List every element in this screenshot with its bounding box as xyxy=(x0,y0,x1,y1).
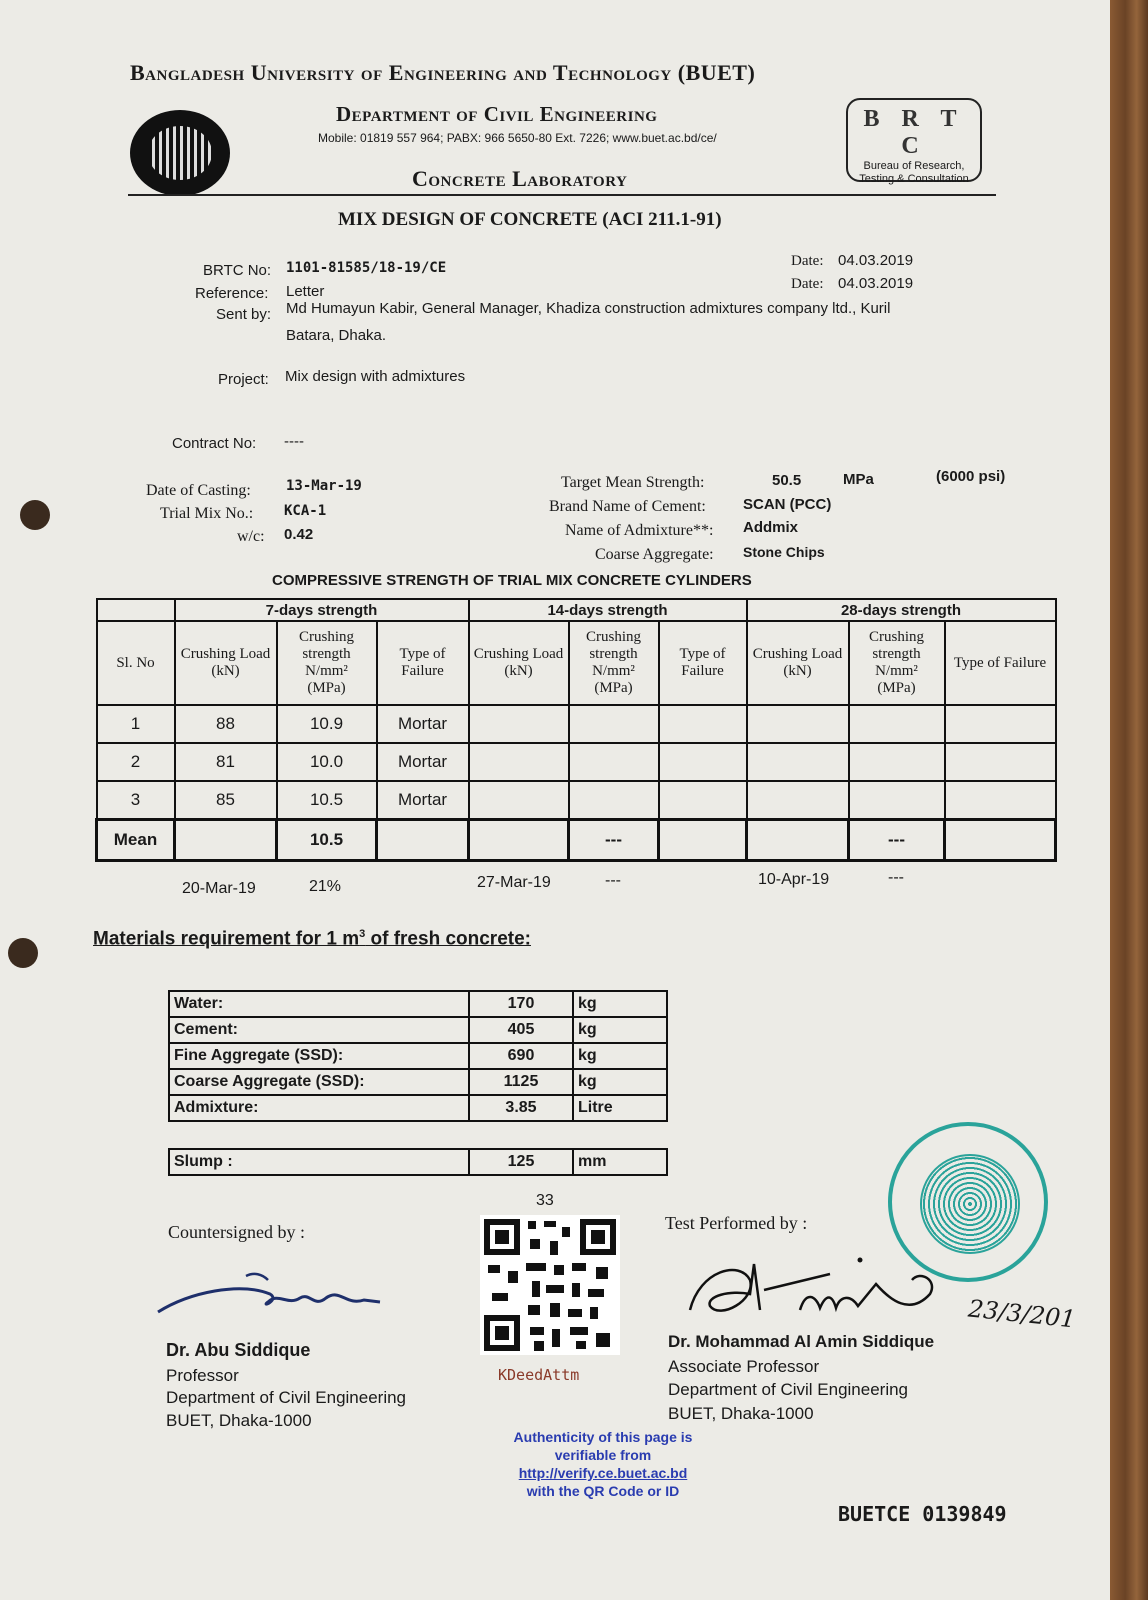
test-pct-7: 21% xyxy=(309,878,342,895)
wc-label: w/c: xyxy=(237,528,265,545)
mean-row xyxy=(97,820,1056,861)
coarse-value: Stone Chips xyxy=(743,544,825,560)
test-date-14: 27-Mar-19 xyxy=(477,874,551,891)
blank-cell xyxy=(97,599,175,621)
left-signer-title: Professor xyxy=(166,1366,239,1385)
table-row xyxy=(97,705,1056,743)
strength-cell: 10.9 xyxy=(277,705,377,743)
failure-cell: Mortar xyxy=(377,705,469,743)
right-signer-name: Dr. Mohammad Al Amin Siddique xyxy=(668,1332,935,1351)
brtc-no-value: 1101-81585/18-19/CE xyxy=(286,260,447,276)
load-cell: 85 xyxy=(175,781,277,820)
material-qty: 1125 xyxy=(469,1069,573,1095)
group-14-days: 14-days strength xyxy=(469,599,747,621)
test-pct-28: --- xyxy=(888,869,904,886)
contract-value: ---- xyxy=(284,433,304,450)
material-name: Coarse Aggregate (SSD): xyxy=(169,1069,469,1095)
load-header: Crushing Load (kN) xyxy=(175,621,277,705)
left-signer-addr: BUET, Dhaka-1000 xyxy=(166,1411,312,1430)
target-unit: MPa xyxy=(843,471,874,488)
table-row xyxy=(169,1095,667,1121)
right-signer-dept: Department of Civil Engineering xyxy=(668,1380,909,1399)
failure-cell: Mortar xyxy=(377,743,469,781)
slump-label: Slump : xyxy=(169,1149,469,1175)
mean-7-days: 10.5 xyxy=(277,820,377,861)
material-name: Fine Aggregate (SSD): xyxy=(169,1043,469,1069)
university-name: Bangladesh University of Engineering and Technology (BUET) xyxy=(130,60,756,85)
load-header: Crushing Load (kN) xyxy=(747,621,849,705)
load-header: Crushing Load (kN) xyxy=(469,621,569,705)
contact-line: Mobile: 01819 557 964; PABX: 966 5650-80 Ext. 7226; www.buet.ac.bd/ce/ xyxy=(318,131,717,145)
material-unit: kg xyxy=(573,1017,667,1043)
target-psi: (6000 psi) xyxy=(936,468,1006,485)
cement-label: Brand Name of Cement: xyxy=(549,498,706,515)
mean-label: Mean xyxy=(97,820,175,861)
slump-value: 125 xyxy=(469,1149,573,1175)
right-signer-title: Associate Professor xyxy=(668,1357,820,1376)
table-row xyxy=(169,991,667,1017)
casting-value: 13-Mar-19 xyxy=(286,478,362,494)
materials-title: Materials requirement for 1 $m^3$ of fresh concrete: xyxy=(93,928,531,950)
sent-by-label: Sent by: xyxy=(216,306,272,323)
test-date-28: 10-Apr-19 xyxy=(758,871,830,888)
performed-label: Test Performed by : xyxy=(665,1213,808,1233)
material-qty: 690 xyxy=(469,1043,573,1069)
verify-link[interactable]: http://verify.ce.buet.ac.bd xyxy=(518,1465,688,1481)
sl-no-header: Sl. No xyxy=(97,621,175,705)
material-name: Cement: xyxy=(169,1017,469,1043)
sent-by-line1: Md Humayun Kabir, General Manager, Khadiza construction admixtures company ltd., Kuril xyxy=(286,300,891,317)
brtc-name: Bureau of Research, Testing & Consultation xyxy=(859,160,969,185)
project-value: Mix design with admixtures xyxy=(285,368,466,385)
failure-header: Type of Failure xyxy=(945,621,1056,705)
material-name: Water: xyxy=(169,991,469,1017)
qr-code-icon xyxy=(480,1215,620,1355)
test-pct-14: --- xyxy=(605,872,621,889)
material-qty: 170 xyxy=(469,991,573,1017)
trial-label: Trial Mix No.: xyxy=(160,505,254,522)
failure-header: Type of Failure xyxy=(659,621,747,705)
contract-label: Contract No: xyxy=(172,435,257,452)
table-row xyxy=(169,1017,667,1043)
test-date-7: 20-Mar-19 xyxy=(182,880,256,897)
table-row xyxy=(169,1043,667,1069)
material-qty: 405 xyxy=(469,1017,573,1043)
left-signer-dept: Department of Civil Engineering xyxy=(166,1388,407,1407)
countersigned-label: Countersigned by : xyxy=(168,1222,305,1242)
coarse-label: Coarse Aggregate: xyxy=(595,546,714,563)
table-row xyxy=(97,743,1056,781)
group-7-days: 7-days strength xyxy=(175,599,469,621)
brtc-logo-text: B R T C xyxy=(863,106,965,159)
slump-unit: mm xyxy=(573,1149,667,1175)
sl-no-cell: 3 xyxy=(97,781,175,820)
failure-header: Type of Failure xyxy=(377,621,469,705)
reference-value: Letter xyxy=(286,283,325,300)
handwritten-date: 23/3/201 xyxy=(966,1294,1077,1334)
sent-by-line2: Batara, Dhaka. xyxy=(286,327,387,344)
load-cell: 88 xyxy=(175,705,277,743)
material-unit: kg xyxy=(573,991,667,1017)
material-name: Admixture: xyxy=(169,1095,469,1121)
brtc-no-label: BRTC No: xyxy=(203,262,272,279)
date-value: 04.03.2019 xyxy=(838,252,914,269)
right-signature xyxy=(680,1250,950,1330)
date-label: Date: xyxy=(791,253,824,269)
material-unit: Litre xyxy=(573,1095,667,1121)
admix-value: Addmix xyxy=(743,519,799,536)
department-name: Department of Civil Engineering xyxy=(336,102,658,126)
trial-value: KCA-1 xyxy=(284,503,327,519)
slump-table xyxy=(168,1148,668,1176)
verification-notice: Authenticity of this page is verifiable from http://verify.ce.buet.ac.bd with the QR Code or ID xyxy=(498,1428,708,1500)
brtc-logo xyxy=(846,98,982,185)
date-value: 04.03.2019 xyxy=(838,275,914,292)
strength-header: Crushing strength N/mm² (MPa) xyxy=(849,621,945,705)
target-label: Target Mean Strength: xyxy=(561,474,705,491)
table-row xyxy=(97,781,1056,820)
punch-hole xyxy=(20,500,50,530)
qr-code[interactable] xyxy=(480,1215,620,1355)
admix-label: Name of Admixture**: xyxy=(565,522,714,539)
compressive-strength-table xyxy=(95,598,1057,862)
strength-cell: 10.5 xyxy=(277,781,377,820)
project-label: Project: xyxy=(218,371,269,388)
serial-number: BUETCE 0139849 xyxy=(838,1502,1007,1526)
strength-header: Crushing strength N/mm² (MPa) xyxy=(277,621,377,705)
table-caption: COMPRESSIVE STRENGTH OF TRIAL MIX CONCRETE CYLINDERS xyxy=(272,572,752,589)
table-row xyxy=(169,1069,667,1095)
qr-id-text: KDeedAttm xyxy=(498,1366,580,1384)
wc-value: 0.42 xyxy=(284,526,314,543)
material-unit: kg xyxy=(573,1069,667,1095)
mean-28-days: --- xyxy=(849,820,945,861)
right-signer-addr: BUET, Dhaka-1000 xyxy=(668,1404,814,1423)
material-qty: 3.85 xyxy=(469,1095,573,1121)
strength-header: Crushing strength N/mm² (MPa) xyxy=(569,621,659,705)
department-stamp xyxy=(888,1122,1048,1282)
failure-cell: Mortar xyxy=(377,781,469,820)
reference-label: Reference: xyxy=(195,285,269,302)
sl-no-cell: 1 xyxy=(97,705,175,743)
buet-logo xyxy=(130,110,230,196)
header-divider xyxy=(128,194,996,196)
date-label: Date: xyxy=(791,276,824,292)
target-value: 50.5 xyxy=(772,472,802,489)
left-signer-name: Dr. Abu Siddique xyxy=(166,1340,311,1360)
load-cell: 81 xyxy=(175,743,277,781)
page-number: 33 xyxy=(536,1192,554,1209)
sl-no-cell: 2 xyxy=(97,743,175,781)
mean-14-days: --- xyxy=(569,820,659,861)
group-28-days: 28-days strength xyxy=(747,599,1056,621)
materials-table xyxy=(168,990,668,1122)
laboratory-name: Concrete Laboratory xyxy=(412,166,628,191)
document-title: MIX DESIGN OF CONCRETE (ACI 211.1-91) xyxy=(338,209,722,230)
casting-label: Date of Casting: xyxy=(146,482,251,499)
material-unit: kg xyxy=(573,1043,667,1069)
left-signature xyxy=(150,1262,390,1332)
cement-value: SCAN (PCC) xyxy=(743,496,832,513)
desk-background xyxy=(1110,0,1148,1600)
strength-cell: 10.0 xyxy=(277,743,377,781)
punch-hole xyxy=(8,938,38,968)
